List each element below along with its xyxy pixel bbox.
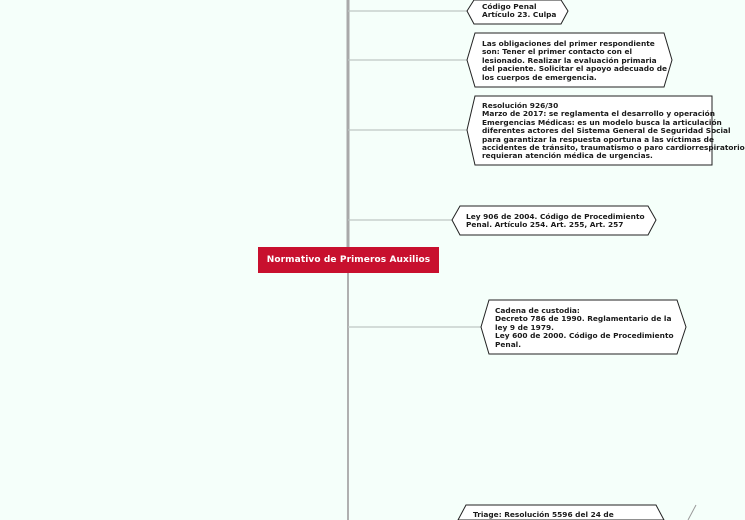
node-line: ley 9 de 1979. <box>495 322 554 332</box>
root-node[interactable] <box>258 247 439 273</box>
node-text-cadena-custodia <box>495 307 681 349</box>
node-line: Decreto 786 de 1990. Reglamentario de la <box>495 314 672 324</box>
node-text-ley-906 <box>466 213 652 230</box>
node-line: son: Tener el primer contacto con el <box>482 47 632 57</box>
node-line: Penal. Artículo 254. Art. 255, Art. 257 <box>466 220 624 230</box>
node-line: Artículo 23. Culpa <box>482 10 557 20</box>
node-line: los cuerpos de emergencia. <box>482 72 597 82</box>
node-line: del paciente. Solicitar el apoyo adecuado de <box>482 64 668 74</box>
node-text-triage <box>473 511 659 519</box>
node-line: Las obligaciones del primer respondiente <box>482 39 655 48</box>
node-line: para garantizar la respuesta oportuna a las víctimas de <box>482 134 714 144</box>
node-line: Triage: Resolución 5596 del 24 de <box>473 510 614 519</box>
node-line: accidentes de tránsito, traumatismo o paro cardiorrespiratorio <box>482 143 745 153</box>
node-text-codigo-penal <box>482 3 562 20</box>
node-line: Marzo de 2017: se reglamenta el desarrollo y operación <box>482 109 715 119</box>
node-text-resolucion-926 <box>482 101 745 161</box>
node-line: Ley 906 de 2004. Código de Procedimiento <box>466 212 645 221</box>
node-line: Resolución 926/30 <box>482 101 559 110</box>
node-line: diferentes actores del Sistema General de Seguridad Social <box>482 126 731 136</box>
node-line: lesionado. Realizar la evaluación primaria <box>482 55 657 65</box>
root-label: Normativo de Primeros Auxilios <box>266 255 431 265</box>
node-line: Código Penal <box>482 2 537 11</box>
node-line: Emergencias Médicas: es un modelo busca la articulación <box>482 117 722 127</box>
node-line: Ley 600 de 2000. Código de Procedimiento <box>495 331 674 341</box>
node-line: Penal. <box>495 339 522 349</box>
node-text-obligaciones <box>482 40 667 82</box>
edge-fragment-line <box>688 505 696 520</box>
node-line: requieran atención médica de urgencias. <box>482 151 653 161</box>
node-line: Cadena de custodia: <box>495 306 580 315</box>
